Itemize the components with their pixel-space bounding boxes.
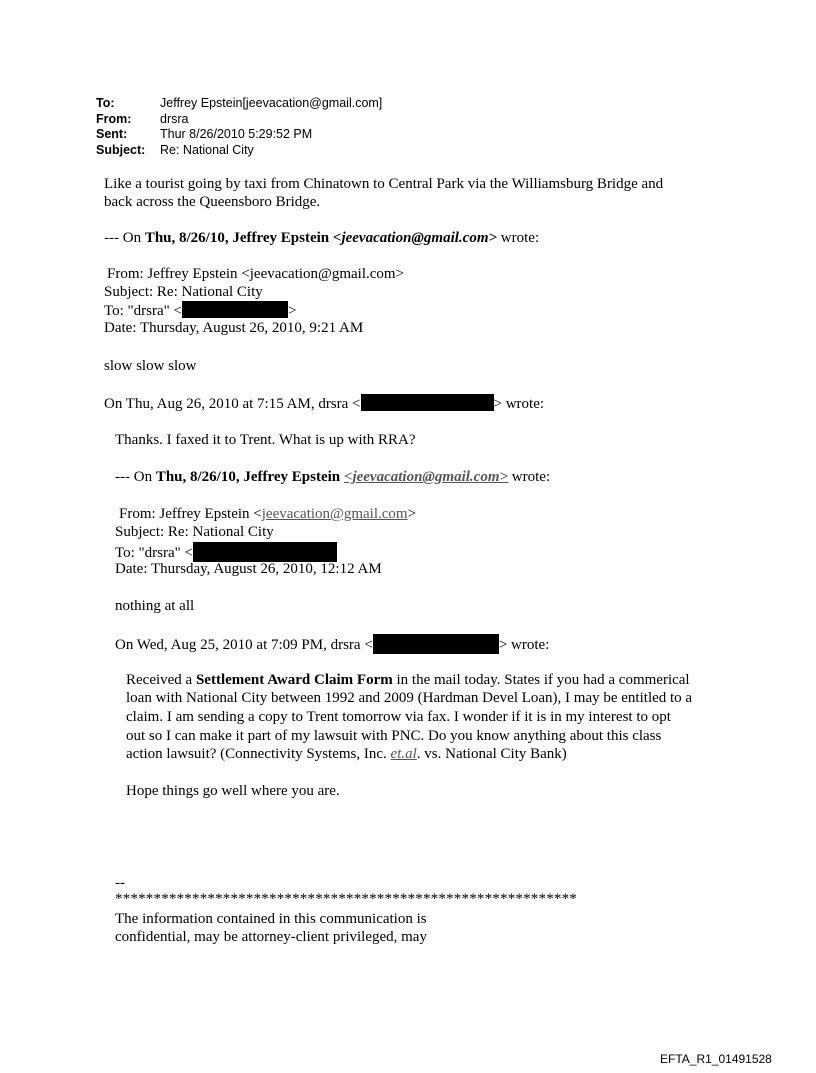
sent-value: Thur 8/26/2010 5:29:52 PM <box>160 127 313 141</box>
quote4-para-line-4: out so I can make it part of my lawsuit with PNC. Do you know anything about this class <box>126 728 662 744</box>
quote4-p1-bold: Settlement Award Claim Form <box>195 672 393 688</box>
quote4-para-2: Hope things go well where you are. <box>126 783 340 799</box>
quote3-date-line: Date: Thursday, August 26, 2010, 12:12 AM <box>115 561 382 577</box>
quote4-intro-prefix: On Wed, Aug 25, 2010 at 7:09 PM, drsra < <box>115 637 373 653</box>
reply-line-2: back across the Queensboro Bridge. <box>104 194 321 210</box>
quote3-from <box>119 505 416 523</box>
redaction-box <box>193 542 337 562</box>
quote1-body: slow slow slow <box>104 358 197 374</box>
quote2-body: Thanks. I faxed it to Trent. What is up with RRA? <box>115 432 416 448</box>
from-label: From: <box>96 111 132 126</box>
quote3-email-link[interactable]: <jeevacation@gmail.com> <box>343 469 509 485</box>
quote1-to-suffix: > <box>287 303 297 319</box>
quote2-intro-suffix: > wrote: <box>493 396 545 412</box>
quote1-from: From: Jeffrey Epstein <jeevacation@gmail.com> <box>107 266 405 282</box>
quote3-from-email-link[interactable]: jeevacation@gmail.com <box>261 506 408 522</box>
signature-stars: ************************************************************ <box>115 891 577 907</box>
quote1-date: Thu, 8/26/10, Jeffrey Epstein <box>144 230 333 246</box>
document-id: EFTA_R1_01491528 <box>660 1052 772 1066</box>
signature-dash: -- <box>115 875 125 891</box>
subject-label: Subject: <box>96 142 146 157</box>
et-al-link[interactable]: et.al <box>390 746 417 762</box>
redaction-box <box>361 394 494 411</box>
quote4-intro-suffix: > wrote: <box>498 637 550 653</box>
quote2-intro-prefix: On Thu, Aug 26, 2010 at 7:15 AM, drsra < <box>104 396 361 412</box>
quote4-p1-pre: Received a <box>126 672 196 688</box>
redaction-box <box>373 634 499 654</box>
sent-label: Sent: <box>96 127 128 141</box>
quote1-to-prefix: To: "drsra" < <box>104 303 182 319</box>
quote1-subject: Subject: Re: National City <box>104 284 263 300</box>
quote1-prefix: --- On <box>104 230 145 246</box>
quote4-p1-l5-pre: action lawsuit? (Connectivity Systems, Inc. <box>126 746 391 762</box>
quote3-to <box>115 542 337 562</box>
quote3-from-suffix: > <box>407 506 417 522</box>
quote3-date: Thu, 8/26/10, Jeffrey Epstein <box>155 469 344 485</box>
subject-value: Re: National City <box>160 142 254 157</box>
reply-line-1: Like a tourist going by taxi from Chinatown to Central Park via the Williamsburg Bridge and <box>104 176 664 192</box>
quote1-intro <box>104 229 539 247</box>
quote4-intro <box>115 634 549 654</box>
quote3-to-prefix: To: "drsra" < <box>115 545 193 561</box>
quote4-para-line-2: loan with National City between 1992 and 2009 (Hardman Devel Loan), I may be entitled to a <box>126 690 693 706</box>
quote3-subject: Subject: Re: National City <box>115 524 274 540</box>
quote1-email: <jeevacation@gmail.com> <box>332 230 498 246</box>
quote4-para-line-1 <box>126 671 690 689</box>
quote3-from-prefix: From: Jeffrey Epstein < <box>119 506 262 522</box>
quote2-intro <box>104 394 544 413</box>
quote1-to <box>104 301 296 320</box>
quote1-date-line: Date: Thursday, August 26, 2010, 9:21 AM <box>104 320 364 336</box>
to-label: To: <box>96 96 115 110</box>
quote3-prefix: --- On <box>115 469 156 485</box>
quote3-intro <box>115 468 550 486</box>
email-header <box>96 96 382 158</box>
quote4-para-line-5 <box>126 745 567 763</box>
quote4-para-line-3: claim. I am sending a copy to Trent tomorrow via fax. I wonder if it is in my interest to opt <box>126 709 671 725</box>
redaction-box <box>182 301 288 318</box>
signature-line-1: The information contained in this communication is <box>115 911 427 927</box>
quote3-suffix: wrote: <box>508 469 551 485</box>
quote4-p1-post: in the mail today. States if you had a commerical <box>392 672 690 688</box>
to-value: Jeffrey Epstein[jeevacation@gmail.com] <box>160 96 383 110</box>
from-value: drsra <box>160 111 189 126</box>
signature-line-2: confidential, may be attorney-client privileged, may <box>115 929 427 945</box>
quote4-p1-l5-post: . vs. National City Bank) <box>416 746 567 762</box>
quote3-body: nothing at all <box>115 598 195 614</box>
quote1-suffix: wrote: <box>497 230 540 246</box>
